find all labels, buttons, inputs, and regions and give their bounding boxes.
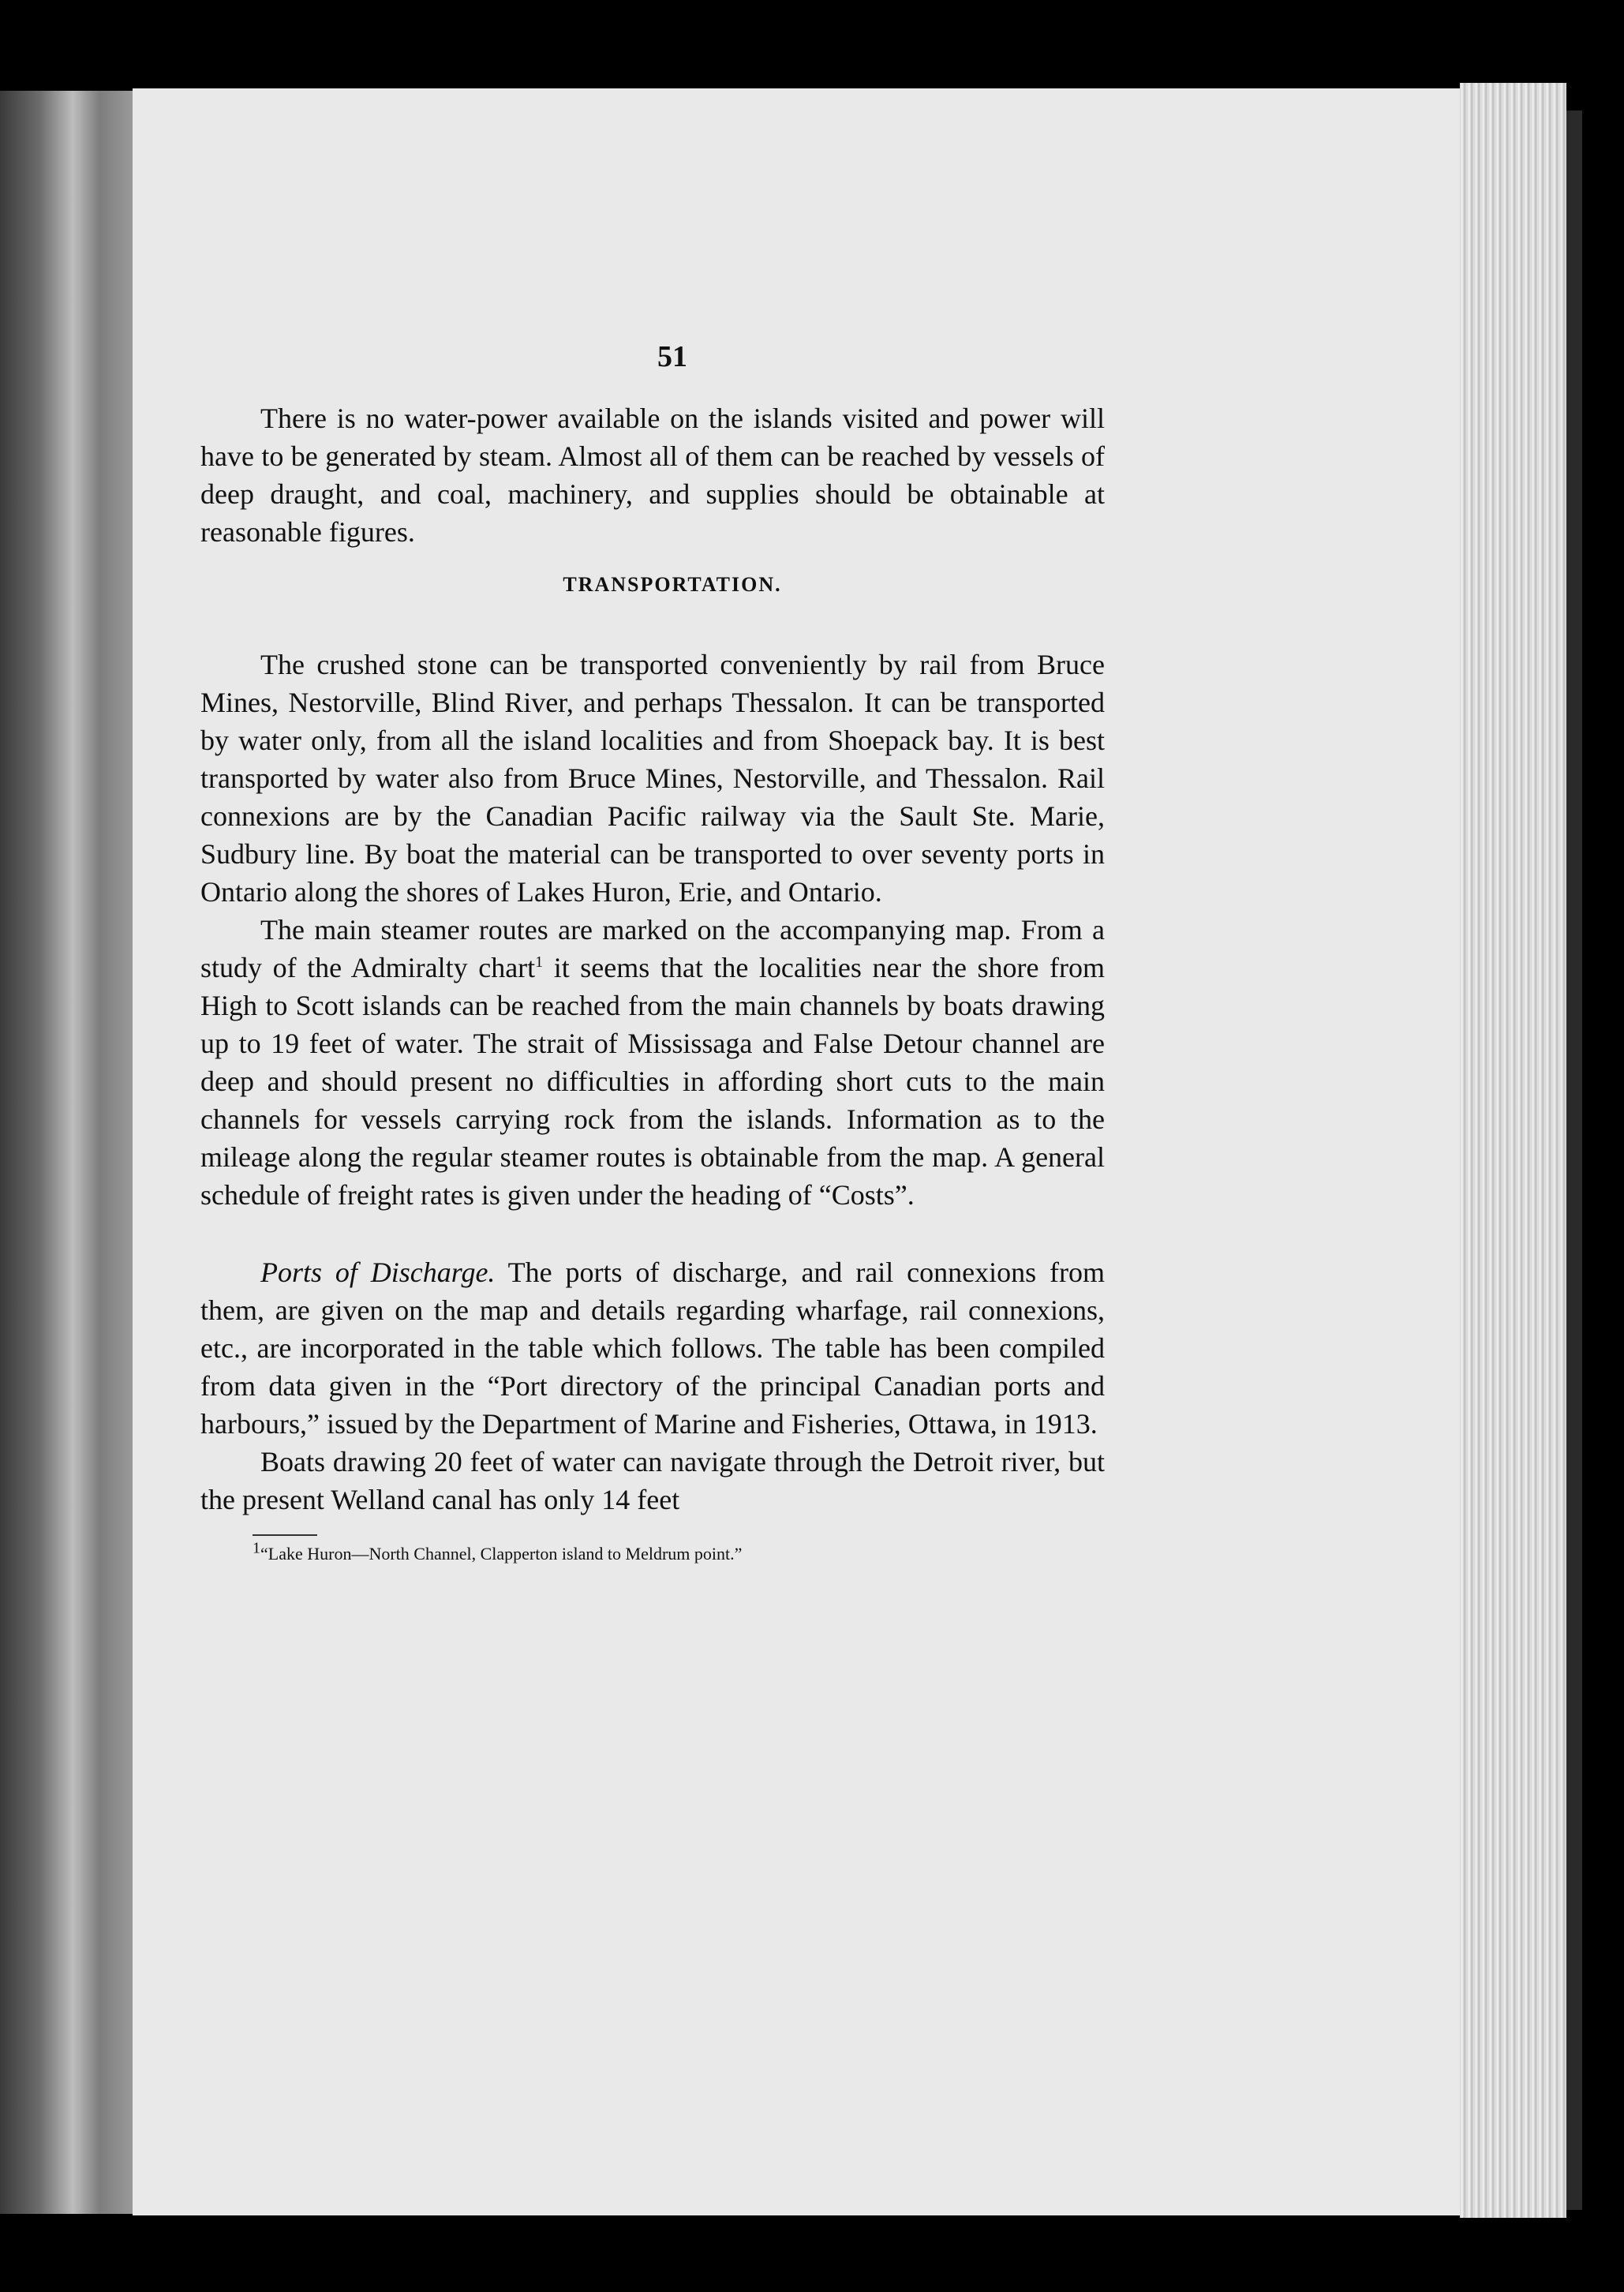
- left-page-edge: [0, 91, 133, 2214]
- section-heading: TRANSPORTATION.: [563, 573, 782, 596]
- footnote: [200, 1539, 1105, 1566]
- footnote-reference: 1: [535, 953, 544, 971]
- boats-paragraph: Boats drawing 20 feet of water can navigate through the Detroit river, but the present Welland canal has only 14 feet: [200, 1446, 1105, 1515]
- page-text: [200, 339, 1105, 1566]
- ports-paragraph: [200, 1253, 1105, 1443]
- right-page-edge: [1460, 83, 1566, 2218]
- page-number: 51: [657, 340, 687, 373]
- footnote-rule: [253, 1534, 317, 1536]
- transport-paragraph-2-part-b: it seems that the localities near the shore from High to Scott islands can be reached from the main channels by boats drawing up to 19 feet of water. The strait of Mississaga and False Detour channel are deep and should present no difficulties in affording short cuts to the main channels for vessels carrying rock from the islands. Information as to the mileage along the regular steamer routes is obtainable from the map. A general schedule of freight rates is given under the heading of “Costs”.: [200, 952, 1106, 1211]
- book-cover-edge: [1566, 110, 1582, 2210]
- transport-paragraph-2: [200, 911, 1105, 1214]
- ports-subheading: Ports of Discharge.: [260, 1256, 496, 1288]
- transport-paragraph-2-part-a: The main steamer routes are marked on the accompanying map. From a study of the Admiralty chart: [200, 914, 1105, 983]
- footnote-text: “Lake Huron—North Channel, Clapperton island to Meldrum point.”: [260, 1544, 743, 1564]
- intro-paragraph: There is no water-power available on the islands visited and power will have to be generated by steam. Almost all of them can be reached by vessels of deep draught, and coal, machinery, and supplies should be obtainable at reasonable figures.: [200, 403, 1105, 548]
- transport-paragraph-1: The crushed stone can be transported conveniently by rail from Bruce Mines, Nestorville, Blind River, and perhaps Thessalon. It can be transported by water only, from all the island localities and from Shoepack bay. It is best transported by water also from Bruce Mines, Nestorville, and Thessalon. Rail connexions are by the Canadian Pacific railway via the Sault Ste. Marie, Sudbury line. By boat the material can be transported to over seventy ports in Ontario along the shores of Lakes Huron, Erie, and Ontario.: [200, 649, 1105, 908]
- ports-body: The ports of discharge, and rail connexions from them, are given on the map and details regarding wharfage, rail connexions, etc., are incorporated in the table which follows. The table has been compiled from data given in the “Port directory of the principal Canadian ports and harbours,” issued by the Department of Marine and Fisheries, Ottawa, in 1913.: [200, 1256, 1106, 1440]
- footnote-marker: 1: [253, 1539, 260, 1557]
